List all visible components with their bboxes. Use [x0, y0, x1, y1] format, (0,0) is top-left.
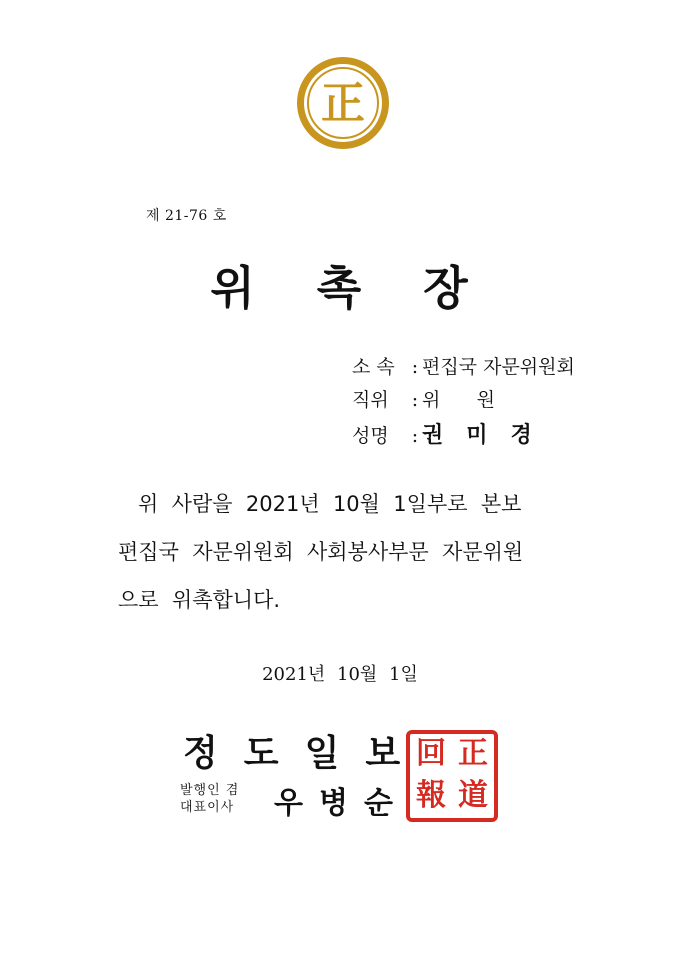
ceo-char: 병 — [318, 786, 348, 821]
field-name — [352, 418, 575, 451]
recipient-name: 권 미 경 — [422, 422, 532, 448]
title-char: 촉 — [316, 261, 364, 315]
field-separator: : — [411, 425, 419, 447]
field-separator: : — [411, 389, 419, 411]
field-label: 성명 — [352, 425, 389, 447]
document-number: 제 21-76 호 — [146, 208, 227, 224]
publisher-char: 도 — [243, 733, 279, 774]
logo-text: 正 — [321, 78, 365, 129]
field-value: 편집국 자문위원회 — [422, 356, 575, 378]
field-position — [352, 385, 575, 418]
field-label: 소 속 — [352, 356, 395, 378]
official-seal-stamp — [406, 730, 498, 822]
publisher-char: 보 — [365, 733, 401, 774]
seal-char: 正 — [458, 736, 488, 771]
ceo-char: 우 — [274, 786, 303, 821]
field-separator: : — [411, 356, 419, 378]
certificate-title — [0, 252, 680, 318]
recipient-info — [352, 352, 575, 451]
statement-line: 위 사람을 2021년 10월 1일부로 본보 — [118, 492, 522, 516]
role-line: 대표이사 — [180, 800, 235, 815]
title-char: 장 — [423, 261, 470, 315]
field-label: 직위 — [352, 389, 389, 411]
field-value: 위 원 — [422, 389, 495, 411]
publisher-char: 일 — [304, 733, 340, 774]
role-line: 발행인 겸 — [180, 783, 240, 798]
ceo-char: 순 — [363, 786, 393, 821]
seal-char: 道 — [458, 778, 488, 813]
issue-date: 2021년 10월 1일 — [262, 664, 418, 685]
statement-line: 으로 위촉합니다. — [118, 588, 281, 612]
publisher-name — [183, 725, 426, 776]
seal-char: 報 — [416, 778, 446, 813]
ceo-role — [180, 782, 239, 816]
field-affiliation — [352, 352, 575, 385]
statement-line: 편집국 자문위원회 사회봉사부문 자문위원 — [118, 540, 524, 564]
seal-char: 回 — [416, 736, 446, 771]
appointment-statement — [118, 480, 578, 624]
ceo-name — [274, 778, 409, 822]
publisher-char: 정 — [183, 733, 218, 774]
title-char: 위 — [210, 261, 257, 315]
newspaper-emblem-icon — [295, 55, 391, 151]
